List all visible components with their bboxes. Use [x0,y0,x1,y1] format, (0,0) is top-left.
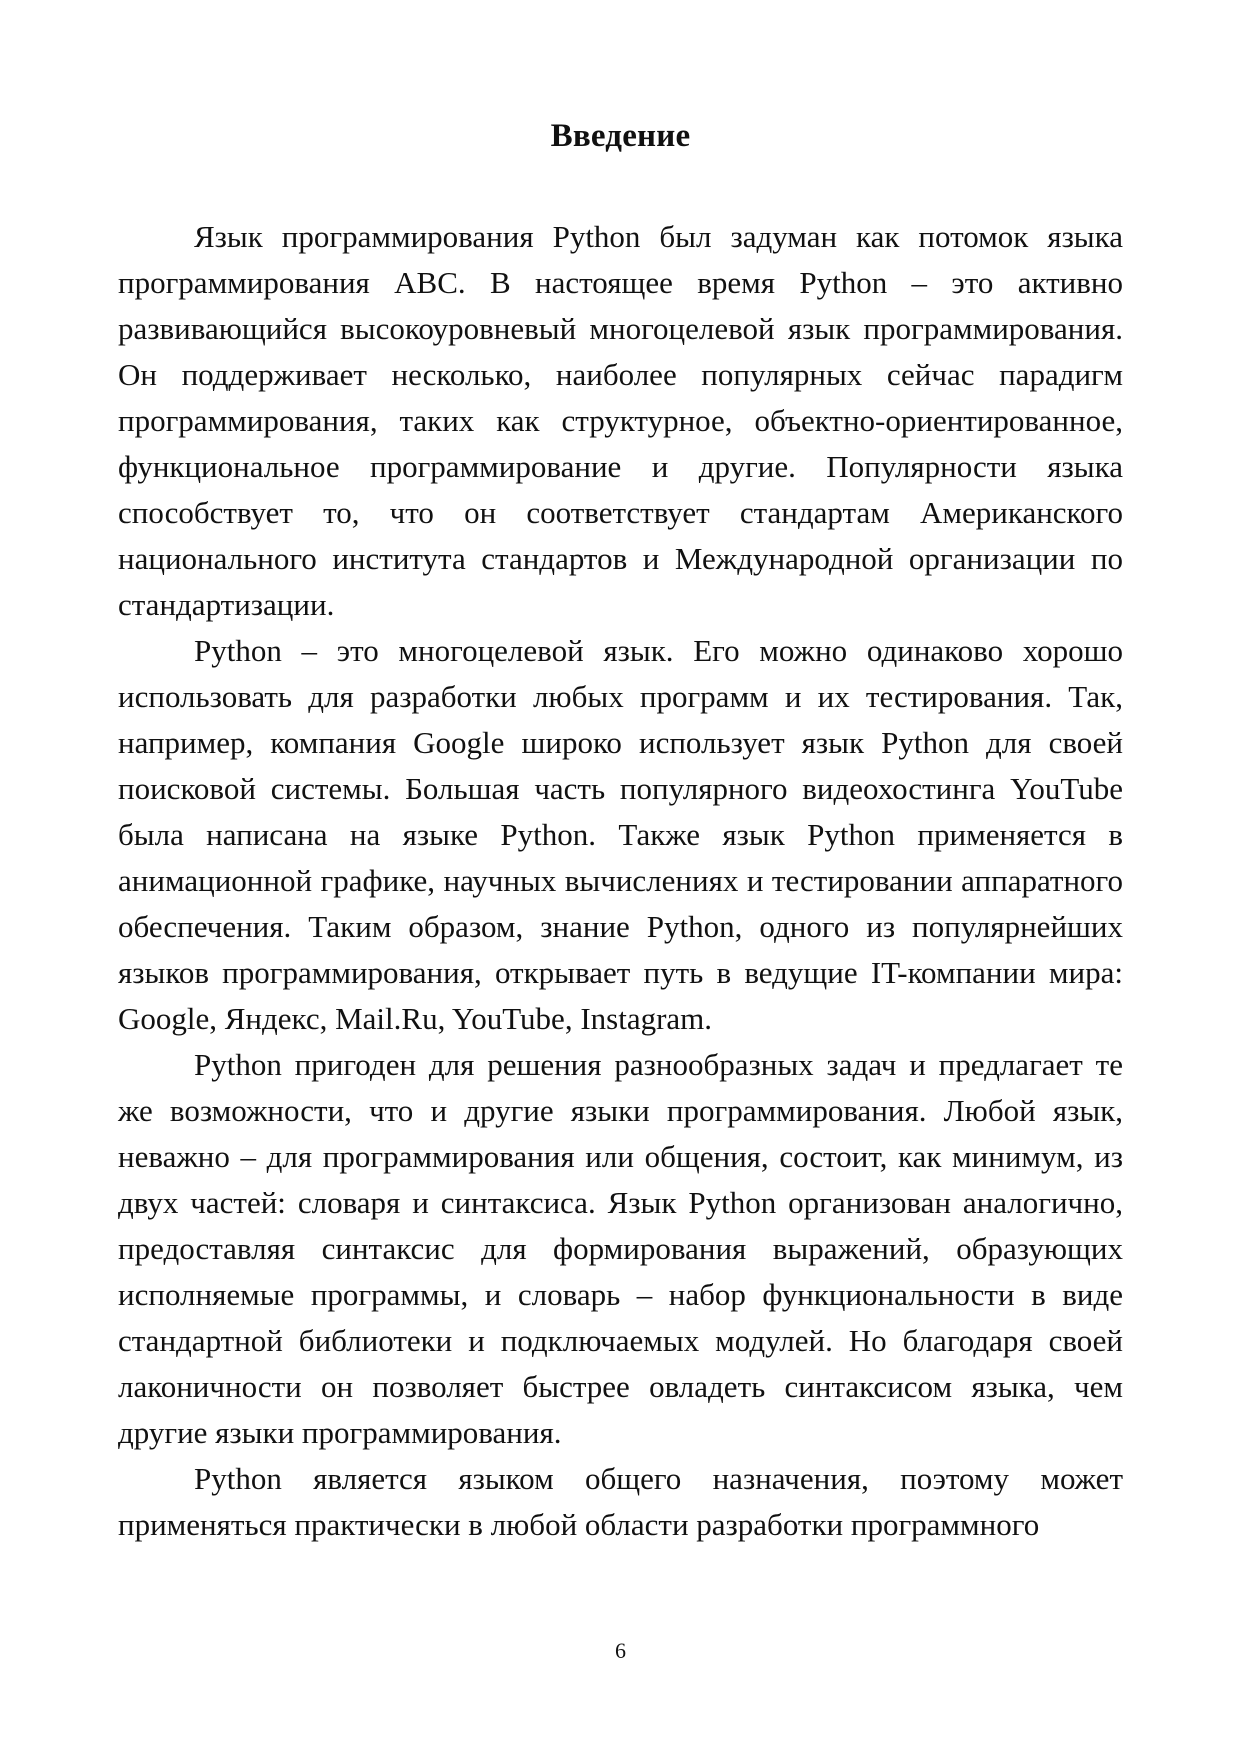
paragraph-4: Python является языком общего назначения, поэтому может применяться практически в любой области разработки программного [118,1461,1123,1542]
page-title: Введение [550,118,691,154]
paragraph-2: Python – это многоцелевой язык. Его можно одинаково хорошо использовать для разработки любых программ и их тестирования. Так, например, компания Google широко использует язык Python для своей поисковой системы. Большая часть популярного видеохостинга YouTube была написана на языке Python. Также язык Python применяется в анимационной графике, научных вычислениях и тестировании аппаратного обеспечения. Таким образом, знание Python, одного из популярнейших языков программирования, открывает путь в ведущие IT-компании мира: Google, Яндекс, Mail.Ru, YouTube, Instagram. [118,633,1123,1036]
paragraph-1: Язык программирования Python был задуман как потомок языка программирования ABC. В настоящее время Python – это активно развивающийся высокоуровневый многоцелевой язык программирования. Он поддерживает несколько, наиболее популярных сейчас парадигм программирования, таких как структурное, объектно-ориентированное, функциональное программирование и другие. Популярности языка способствует то, что он соответствует стандартам Американского национального института стандартов и Международной организации по стандартизации. [118,219,1123,622]
page-number: 6 [615,1638,626,1663]
paragraph-3: Python пригоден для решения разнообразных задач и предлагает те же возможности, что и другие языки программирования. Любой язык, неважно – для программирования или общения, состоит, как минимум, из двух частей: словаря и синтаксиса. Язык Python организован аналогично, предоставляя синтаксис для формирования выражений, образующих исполняемые программы, и словарь – набор функциональности в виде стандартной библиотеки и подключаемых модулей. Но благодаря своей лаконичности он позволяет быстрее овладеть синтаксисом языка, чем другие языки программирования. [118,1047,1123,1450]
body-text [118,214,1123,1548]
